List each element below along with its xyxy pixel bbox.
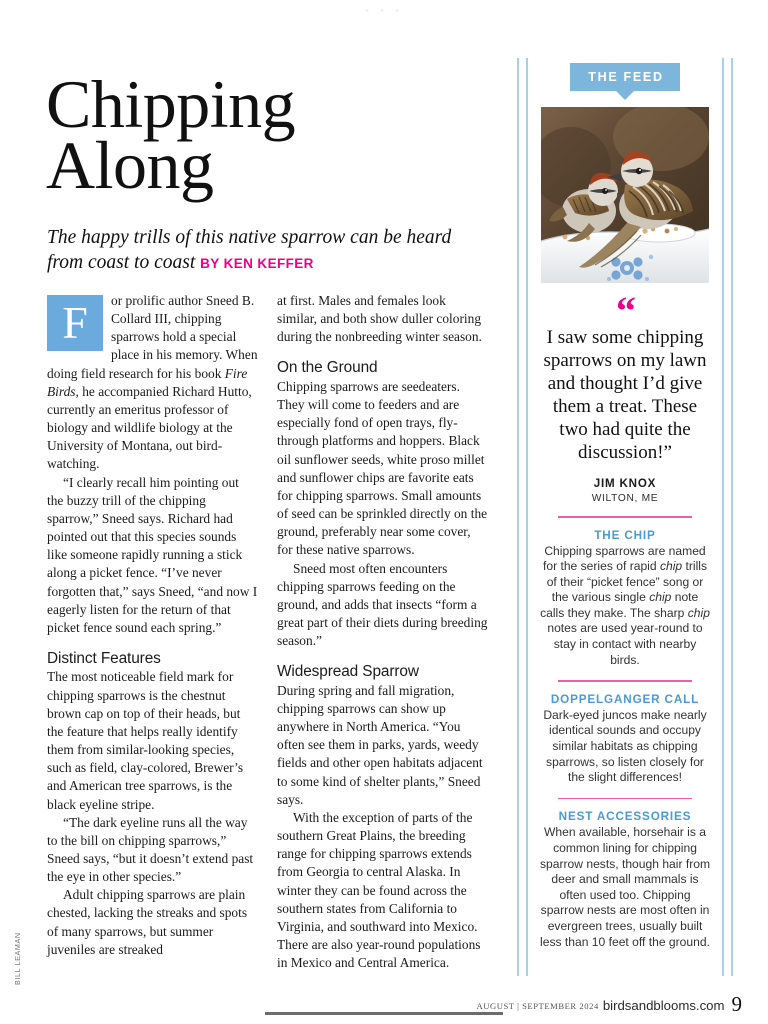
paragraph: Adult chipping sparrows are plain chested, lacking the streaks and spots of many sparrows, but summer juveniles are streaked [47, 887, 248, 957]
paragraph: Sneed most often encounters chipping sparrows feeding on the ground, and adds that insects “form a great part of their diets during breeding season.” [277, 560, 488, 649]
paragraph: at first. Males and females look similar, and both show duller coloring during the nonbreeding winter season. [277, 293, 482, 345]
divider-pink [558, 798, 692, 800]
article-deck [47, 226, 492, 276]
quote-city: WILTON, ME [591, 492, 659, 504]
divider-pink [558, 680, 692, 682]
drop-cap: F [47, 295, 103, 351]
sidebar-rule-left-inner [526, 58, 528, 976]
lead-text-a: or prolific author Sneed B. Collard III, chipping sparrows hold a special place in his memory. When doing field research for his book [47, 293, 258, 381]
fact-text: Chipping sparrows are named for the series of rapid [542, 543, 706, 574]
subhead-distinct-features: Distinct Features [47, 649, 161, 667]
paragraph: The most noticeable field mark for chipping sparrows is the chestnut brown cap on top of their heads, but the feature that helps really identify them from similar-looking species, such as field, clay-colored, Brewer’s and American tree sparrows, is the black eyeline stripe. [47, 669, 244, 812]
footer-issue-date: AUGUST | SEPTEMBER 2024 [476, 1001, 599, 1011]
paragraph: During spring and fall migration, chipping sparrows can show up anywhere in North America. “You often see them in parks, yards, weedy fields and other open habitats adjacent to some kind of shelter plants,” Sneed says. [277, 682, 483, 807]
book-title: Fire Birds, [47, 365, 248, 399]
fact-nest-accessories [539, 810, 711, 950]
body-column-2 [277, 292, 488, 972]
lead-text-b: he accompanied Richard Hutto, currently an emeritus professor of biology and wildlife biology at the University of Montana, out bird-watching. [47, 383, 252, 472]
paragraph: With the exception of parts of the southern Great Plains, the breeding range for chipping sparrows extends from Georgia to central Alaska. In winter they can be found across the southern states from California to Virginia, and southward into Mexico. There are also year-round populations in Mexico and Central America. [277, 809, 481, 971]
pull-quote: I saw some chipping sparrows on my lawn and thought I’d give them a treat. These two had quite the discussion!” [543, 327, 707, 463]
paragraph: “The dark eyeline runs all the way to the bill on chipping sparrows,” Sneed says, “but it doesn’t extend past the eye in other species.” [47, 814, 254, 885]
fact-text: trills of their “picket fence” song or the various single [546, 559, 707, 605]
body-column-1 [47, 292, 258, 959]
sidebar-tag-the-feed: THE FEED [570, 63, 679, 91]
divider-pink [558, 516, 692, 518]
page-number: 9 [731, 992, 742, 1016]
fact-body: When available, horsehair is a common lining for chipping sparrow nests, though hair from deer and small mammals is often used too. Chipping sparrow nests are most often in evergreen trees, usually built less than 10 feet off the ground. [539, 825, 711, 949]
paragraph: “I clearly recall him pointing out the buzzy trill of the chipping sparrow,” Sneed says. Richard had pointed out that this species sounds like someone rapidly running a stick along a picket fence. “I’ve never forgotten that,” says Sneed, “and now I eagerly listen for the return of that picket fence sound each spring.” [47, 474, 258, 635]
fact-title: DOPPELGANGER CALL [550, 692, 700, 706]
fact-title: NEST ACCESSORIES [558, 810, 692, 824]
sidebar-rule-right-outer [731, 58, 733, 976]
sidebar-the-feed [513, 58, 735, 976]
fact-the-chip [539, 529, 711, 669]
sparrow-photo-illustration [541, 107, 709, 283]
article-byline: BY KEN KEFFER [200, 255, 314, 271]
fact-body [539, 544, 711, 669]
deck-text: The happy trills of this native sparrow can be heard from coast to coast [47, 227, 452, 273]
paragraph: Chipping sparrows are seedeaters. They will come to feeders and are especially fond of open trays, fly-through platforms and hoppers. Black oil sunflower seeds, white proso millet and sunflower chips are favorite eats for chipping sparrows. Small amounts of seed can be sprinkled directly on the ground, preferably near some cover, for these native sparrows. [277, 378, 488, 558]
fact-italic: chip [687, 605, 710, 620]
headline-line-1: Chipping [46, 66, 296, 142]
sidebar-photo-chipping-sparrows [541, 107, 709, 283]
footer-bar-decoration [265, 1012, 503, 1015]
fact-body: Dark-eyed juncos make nearly identical sounds and occupy similar habitats as chipping sparrows, so listen closely for the slight differences! [543, 707, 707, 785]
fact-title: THE CHIP [594, 528, 656, 542]
quote-author: JIM KNOX [593, 476, 657, 490]
fact-text: note calls they make. The sharp [540, 590, 699, 620]
headline-line-2: Along [46, 127, 214, 204]
subhead-on-the-ground: On the Ground [277, 359, 378, 377]
photo-credit: BILL LEAMAN [13, 932, 22, 985]
sidebar-rule-left-outer [517, 58, 519, 976]
subhead-widespread-sparrow: Widespread Sparrow [277, 663, 419, 681]
fact-text: notes are used year-round to stay in contact with nearby birds. [547, 621, 703, 667]
page-title [46, 66, 486, 204]
quote-mark-icon: “ [616, 288, 634, 333]
fact-doppelganger-call [539, 693, 711, 786]
sidebar-rule-right-inner [722, 58, 724, 976]
paragraph-lead [47, 292, 258, 474]
footer-website: birdsandblooms.com [602, 998, 725, 1013]
fact-italic: chip [659, 559, 683, 574]
top-dots-decoration: • • • [365, 5, 403, 17]
fact-italic: chip [649, 590, 672, 605]
